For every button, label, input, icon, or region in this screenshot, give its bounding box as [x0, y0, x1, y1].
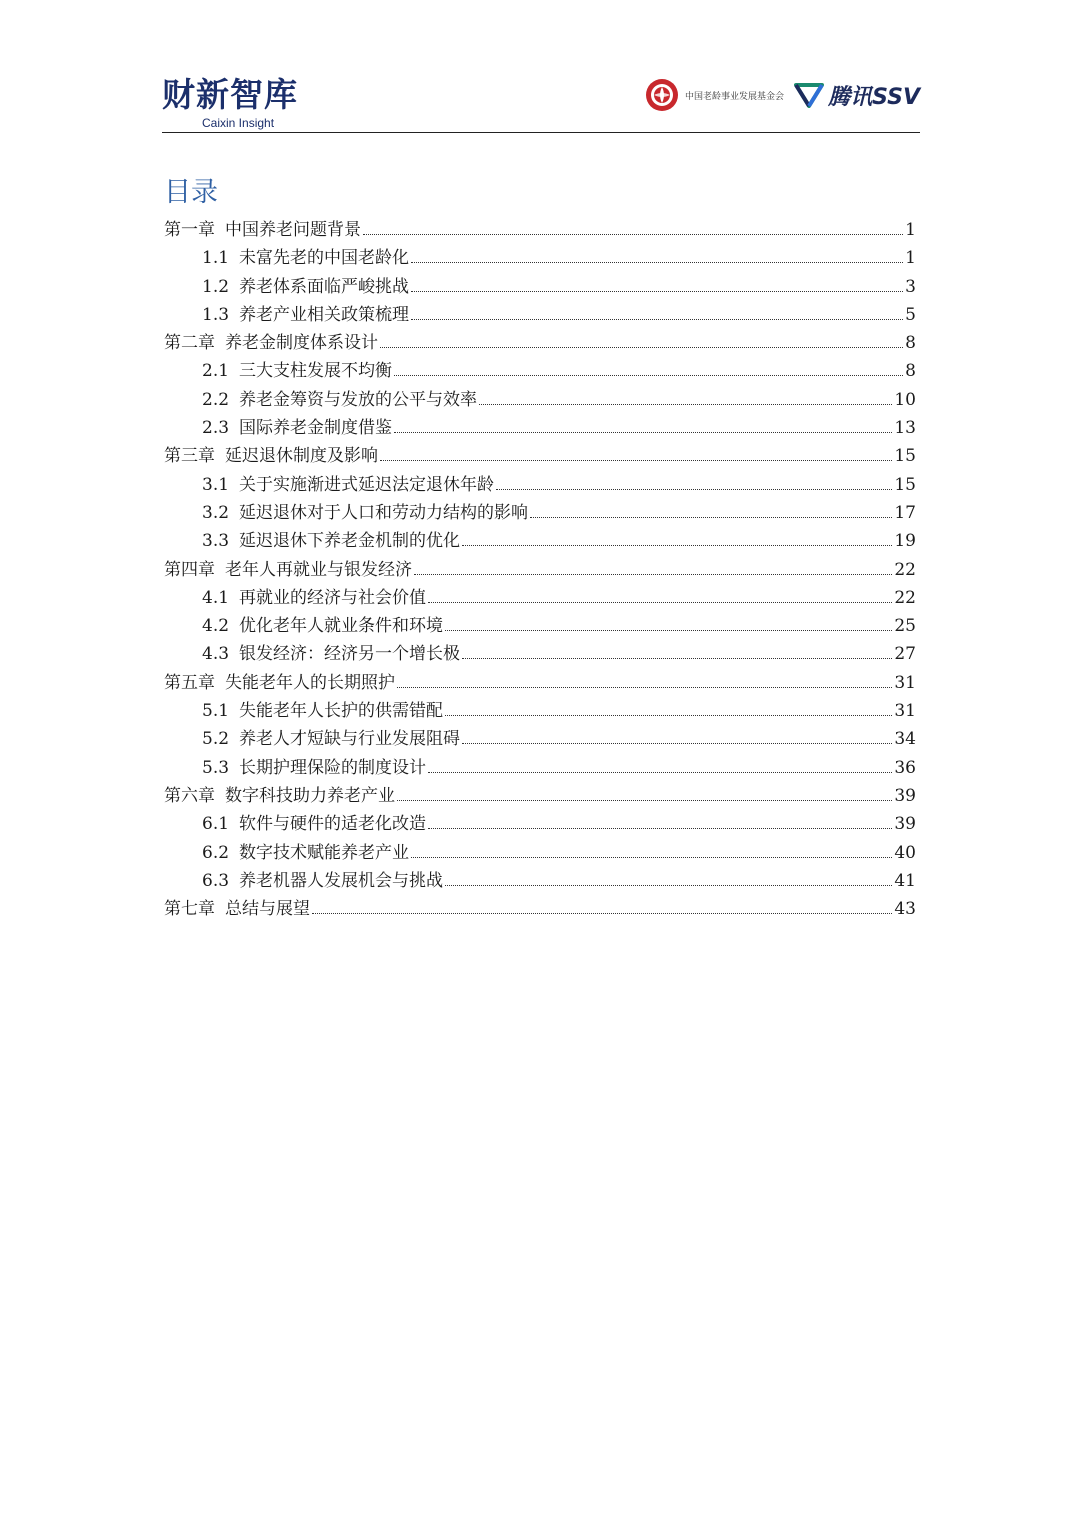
toc-chapter-row[interactable]: [164, 556, 916, 584]
toc-chapter-row[interactable]: [164, 895, 916, 923]
toc-entry-number: 2.3: [202, 418, 230, 439]
toc-page-number: 5: [905, 304, 916, 325]
toc-chapter-row[interactable]: [164, 442, 916, 470]
toc-entry-number: 5.2: [202, 729, 230, 750]
toc-dot-leader: [411, 319, 903, 320]
toc-section-row[interactable]: [164, 357, 916, 385]
toc-section-row[interactable]: [164, 386, 916, 414]
header-divider: [162, 132, 920, 133]
toc-page-number: 17: [894, 502, 916, 523]
toc-entry-title: 失能老年人的长期照护: [225, 672, 395, 693]
toc-dot-leader: [380, 460, 892, 461]
toc-page-number: 22: [894, 587, 916, 608]
toc-entry-title: 老年人再就业与银发经济: [225, 559, 412, 580]
toc-chapter-row[interactable]: [164, 782, 916, 810]
toc-entry-number: 6.3: [202, 870, 230, 891]
toc-entry-number: 第六章: [164, 785, 215, 806]
toc-entry-title: 三大支柱发展不均衡: [239, 361, 393, 382]
toc-entry-title: 再就业的经济与社会价值: [239, 587, 427, 608]
toc-section-row[interactable]: [164, 527, 916, 555]
toc-dot-leader: [530, 517, 892, 518]
toc-section-row[interactable]: [164, 867, 916, 895]
toc-page-number: 43: [894, 899, 916, 920]
toc-page-number: 19: [894, 531, 916, 552]
toc-entry-title: 失能老年人长护的供需错配: [239, 701, 444, 722]
toc-page-number: 1: [905, 220, 916, 240]
toc-entry-number: 5.3: [202, 757, 230, 778]
foundation-name: 中国老龄事业发展基金会: [685, 91, 785, 102]
toc-entry-title: 软件与硬件的适老化改造: [239, 814, 427, 835]
toc-dot-leader: [394, 432, 892, 433]
toc-entry-number: 3.3: [202, 531, 230, 552]
toc-entry-number: 第二章: [164, 333, 215, 354]
toc-dot-leader: [414, 574, 892, 575]
toc-page-number: 40: [894, 842, 916, 863]
toc-page-number: 34: [894, 729, 916, 750]
toc-section-row[interactable]: [164, 810, 916, 838]
caixin-logo: [162, 75, 298, 130]
toc-entry-title: 优化老年人就业条件和环境: [239, 616, 444, 637]
toc-entry-number: 2.2: [202, 389, 230, 410]
toc-entry-number: 2.1: [202, 361, 230, 382]
toc-entry-title: 数字科技助力养老产业: [225, 785, 395, 806]
toc-dot-leader: [428, 772, 892, 773]
toc-section-row[interactable]: [164, 697, 916, 725]
toc-page-number: 3: [905, 276, 916, 297]
toc-page-number: 15: [894, 446, 916, 467]
toc-entry-title: 国际养老金制度借鉴: [239, 418, 393, 439]
toc-chapter-row[interactable]: [164, 329, 916, 357]
toc-section-row[interactable]: [164, 754, 916, 782]
toc-entry-number: 第三章: [164, 446, 215, 467]
toc-entry-number: 1.3: [202, 304, 230, 325]
toc-entry-title: 养老体系面临严峻挑战: [239, 276, 410, 297]
brand-name-en: Caixin Insight: [202, 116, 275, 130]
toc-section-row[interactable]: [164, 499, 916, 527]
toc-entry-number: 第四章: [164, 559, 215, 580]
toc-entry-title: 养老机器人发展机会与挑战: [239, 870, 444, 891]
tencent-ssv-logo: [794, 80, 920, 111]
toc-dot-leader: [462, 545, 892, 546]
table-of-contents: [164, 216, 916, 923]
toc-section-row[interactable]: [164, 471, 916, 499]
toc-entry-title: 养老人才短缺与行业发展阻碍: [239, 729, 461, 750]
toc-entry-title: 养老金制度体系设计: [225, 333, 378, 354]
toc-chapter-row[interactable]: [164, 669, 916, 697]
tencent-ssv-icon: [794, 82, 824, 108]
toc-entry-number: 第一章: [164, 220, 215, 240]
toc-dot-leader: [397, 687, 892, 688]
toc-entry-title: 数字技术赋能养老产业: [239, 842, 410, 863]
toc-entry-title: 总结与展望: [225, 899, 310, 920]
toc-entry-number: 1.2: [202, 276, 230, 297]
toc-entry-number: 4.1: [202, 587, 230, 608]
toc-entry-number: 6.1: [202, 814, 230, 835]
toc-dot-leader: [479, 404, 892, 405]
toc-page-number: 25: [894, 616, 916, 637]
toc-dot-leader: [394, 375, 903, 376]
toc-entry-number: 5.1: [202, 701, 230, 722]
toc-dot-leader: [445, 715, 892, 716]
toc-dot-leader: [312, 913, 892, 914]
toc-entry-number: 3.2: [202, 502, 230, 523]
toc-section-row[interactable]: [164, 725, 916, 753]
toc-page-number: 39: [894, 785, 916, 806]
toc-entry-number: 3.1: [202, 474, 230, 495]
toc-dot-leader: [363, 234, 903, 235]
toc-section-row[interactable]: [164, 584, 916, 612]
toc-entry-title: 延迟退休下养老金机制的优化: [239, 531, 461, 552]
toc-dot-leader: [462, 743, 892, 744]
toc-dot-leader: [411, 857, 892, 858]
toc-dot-leader: [445, 630, 892, 631]
toc-section-row[interactable]: [164, 414, 916, 442]
foundation-logo: [645, 78, 784, 112]
toc-entry-title: 关于实施渐进式延迟法定退休年龄: [239, 474, 495, 495]
toc-entry-title: 养老产业相关政策梳理: [239, 304, 410, 325]
toc-entry-number: 第五章: [164, 672, 215, 693]
foundation-emblem-icon: [645, 78, 679, 112]
toc-title: 目录: [164, 177, 218, 208]
partner-logos: [645, 78, 920, 112]
toc-entry-number: 4.3: [202, 644, 230, 665]
toc-entry-title: 未富先老的中国老龄化: [239, 248, 410, 269]
toc-page-number: 41: [894, 870, 916, 891]
toc-page-number: 10: [894, 389, 916, 410]
toc-dot-leader: [445, 885, 892, 886]
toc-section-row[interactable]: [164, 301, 916, 329]
toc-page-number: 36: [894, 757, 916, 778]
toc-dot-leader: [380, 347, 903, 348]
toc-dot-leader: [496, 489, 892, 490]
toc-dot-leader: [428, 828, 892, 829]
toc-page-number: 39: [894, 814, 916, 835]
toc-section-row[interactable]: [164, 612, 916, 640]
toc-entry-number: 4.2: [202, 616, 230, 637]
toc-entry-number: 6.2: [202, 842, 230, 863]
toc-section-row[interactable]: [164, 273, 916, 301]
brand-name-cn: 财新智库: [162, 75, 298, 114]
toc-entry-number: 1.1: [202, 248, 230, 269]
toc-entry-number: 第七章: [164, 899, 215, 920]
toc-page-number: 1: [905, 248, 916, 269]
toc-dot-leader: [411, 291, 903, 292]
toc-entry-title: 养老金筹资与发放的公平与效率: [239, 389, 478, 410]
toc-page-number: 15: [894, 474, 916, 495]
toc-page-number: 22: [894, 559, 916, 580]
tencent-ssv-name: 腾讯SSV: [828, 84, 920, 110]
toc-dot-leader: [428, 602, 892, 603]
toc-page-number: 8: [905, 361, 916, 382]
toc-chapter-row[interactable]: [164, 216, 916, 244]
toc-page-number: 31: [894, 672, 916, 693]
toc-dot-leader: [411, 262, 903, 263]
toc-dot-leader: [397, 800, 892, 801]
toc-entry-title: 中国养老问题背景: [225, 220, 361, 240]
toc-section-row[interactable]: [164, 244, 916, 272]
toc-page-number: 8: [905, 333, 916, 354]
toc-entry-title: 延迟退休制度及影响: [225, 446, 378, 467]
page-header: [162, 72, 920, 134]
toc-entry-title: 长期护理保险的制度设计: [239, 757, 427, 778]
toc-entry-title: 延迟退休对于人口和劳动力结构的影响: [239, 502, 529, 523]
toc-section-row[interactable]: [164, 839, 916, 867]
toc-section-row[interactable]: [164, 640, 916, 668]
toc-page-number: 13: [894, 418, 916, 439]
toc-entry-title: 银发经济：经济另一个增长极: [239, 644, 461, 665]
toc-dot-leader: [462, 658, 892, 659]
toc-page-number: 27: [894, 644, 916, 665]
toc-page-number: 31: [894, 701, 916, 722]
